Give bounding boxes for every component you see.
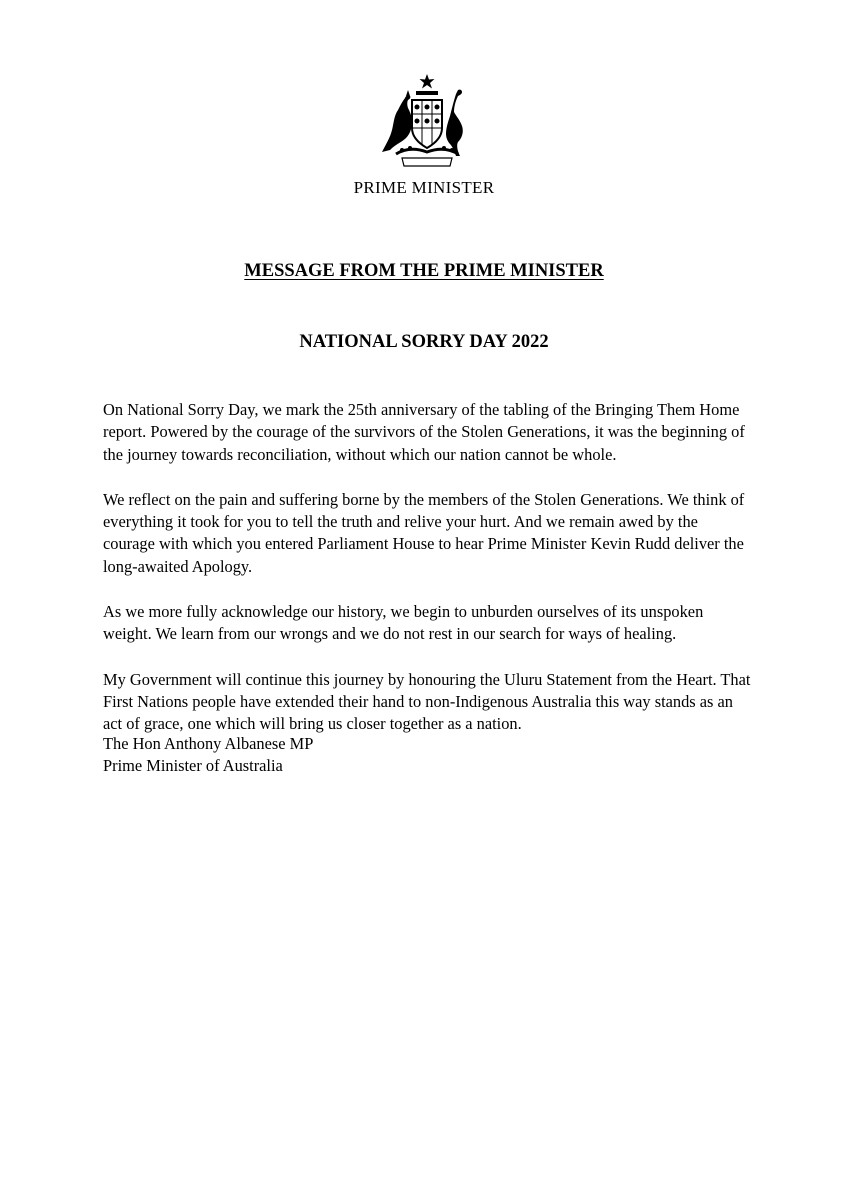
document-title: MESSAGE FROM THE PRIME MINISTER (244, 261, 604, 281)
paragraph: We reflect on the pain and suffering borne by the members of the Stolen Generations. We think of everything it took for you to tell the truth and relive your hurt. And we remain awed by the courage with which you entered Parliament House to hear Prime Minister Kevin Rudd deliver the long-awaited Apology. (103, 489, 745, 576)
document-subtitle: NATIONAL SORRY DAY 2022 (299, 332, 549, 352)
coat-of-arms-icon (372, 72, 482, 168)
paragraph: As we more fully acknowledge our history, we begin to unburden ourselves of its unspoken weight. We learn from our wrongs and we do not rest in our search for ways of healing. (103, 602, 704, 644)
signatory-name: The Hon Anthony Albanese MP (103, 734, 314, 753)
message-body (103, 399, 753, 759)
signature-block (103, 733, 313, 777)
office-heading: PRIME MINISTER (353, 178, 495, 197)
paragraph: On National Sorry Day, we mark the 25th anniversary of the tabling of the Bringing Them Home report. Powered by the courage of the survivors of the Stolen Generations, it was the beginning of the journey towards reconciliation, without which our nation cannot be whole. (103, 400, 745, 464)
signatory-role: Prime Minister of Australia (103, 756, 283, 775)
paragraph: My Government will continue this journey by honouring the Uluru Statement from the Heart. That First Nations people have extended their hand to non-Indigenous Australia this way stands as an act of grace, one which will bring us closer together as a nation. (103, 669, 751, 734)
